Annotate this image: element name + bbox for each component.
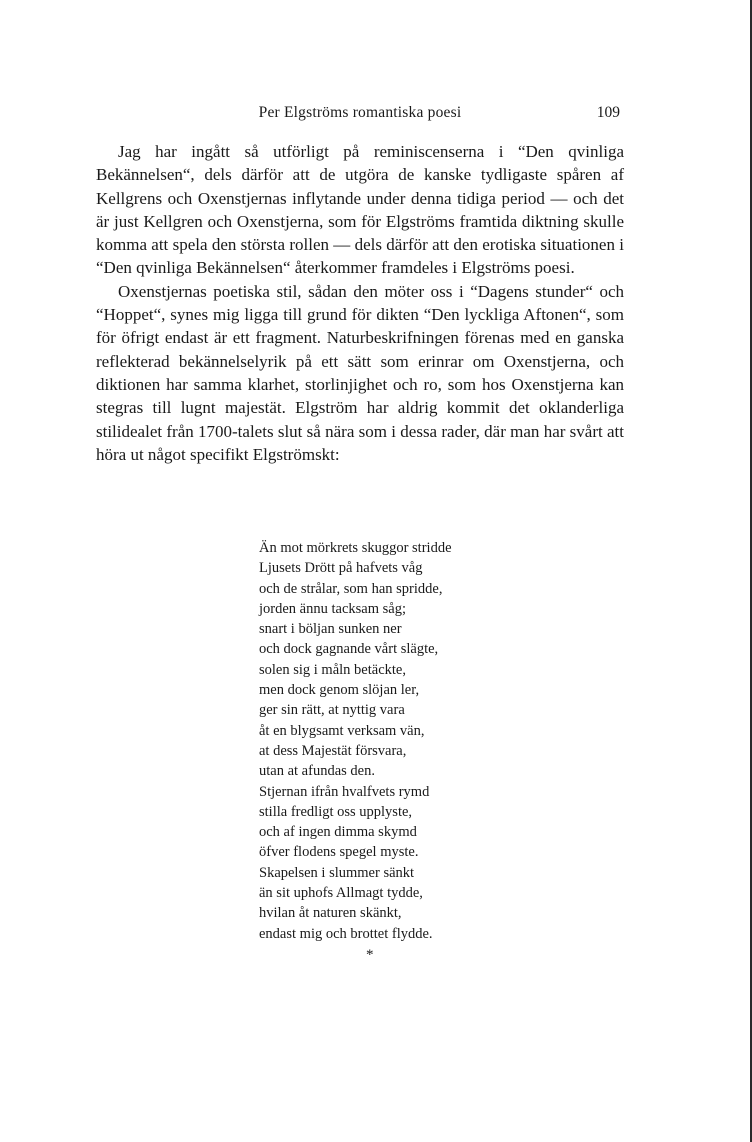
poem-line: solen sig i måln betäckte, [259, 661, 406, 678]
poem-line: snart i böljan sunken ner [259, 621, 402, 638]
poem-line: stilla fredligt oss upplyste, [259, 803, 413, 820]
poem-line: utan at afundas den. [259, 763, 375, 780]
body-text [96, 140, 624, 466]
poem-line: men dock genom slöjan ler, [259, 682, 420, 699]
poem-line: Stjernan ifrån hvalfvets rymd [259, 783, 430, 800]
poem-line: öfver flodens spegel myste. [259, 844, 419, 861]
poem-line: endast mig och brottet flydde. [259, 925, 433, 942]
poem-line: Än mot mörkrets skuggor stridde [259, 540, 452, 556]
poem-line: och af ingen dimma skymd [259, 824, 417, 841]
poem-line: Ljusets Drött på hafvets våg [259, 560, 423, 577]
poem-line: ger sin rätt, at nyttig vara [259, 702, 405, 719]
running-header [96, 104, 624, 126]
poem-line: hvilan åt naturen skänkt, [259, 905, 402, 922]
poem-quotation [259, 538, 549, 944]
section-end-asterisk: * [366, 947, 374, 963]
paragraph-1: Jag har ingått så utförligt på reminiscenserna i “Den qvinliga Bekännelsen“, dels därför att de utgöra de kanske tydligaste spåren af Kellgrens och Oxenstjernas inflytande under denna tidiga period — och det är just Kellgren och Oxenstjerna, som för Elgströms framtida diktning skulle komma att spela den största rollen — dels därför att den erotiska situationen i “Den qvinliga Bekännelsen“ återkommer framdeles i Elgströms poesi. [96, 142, 624, 278]
paragraph-2: Oxenstjernas poetiska stil, sådan den möter oss i “Dagens stunder“ och “Hoppet“, synes mig ligga till grund för dikten “Den lyckliga Aftonen“, som för öfrigt endast är ett fragment. Naturbeskrifningen förenas med en ganska reflekterad bekännelselyrik på ett sätt som erinrar om Oxenstjerna, och diktionen har samma klarhet, storlinjighet och ro, som hos Oxenstjerna kan stegras till lugnt majestät. Elgström har aldrig kommit det oklanderliga stilidealet från 1700-talets slut så nära som i dessa rader, där man har svårt att höra ut något specifikt Elgströmskt: [96, 281, 624, 464]
poem-line: och de strålar, som han spridde, [259, 580, 443, 597]
poem-line: Skapelsen i slummer sänkt [259, 864, 415, 881]
poem-line: at dess Majestät försvara, [259, 742, 407, 759]
page-number: 109 [596, 104, 620, 121]
poem-line: jorden ännu tacksam såg; [259, 600, 406, 617]
running-title: Per Elgströms romantiska poesi [258, 104, 462, 121]
poem-line: och dock gagnande vårt slägte, [259, 641, 439, 658]
poem-line: än sit uphofs Allmagt tydde, [259, 885, 423, 902]
poem-line: åt en blygsamt verksam vän, [259, 722, 425, 739]
